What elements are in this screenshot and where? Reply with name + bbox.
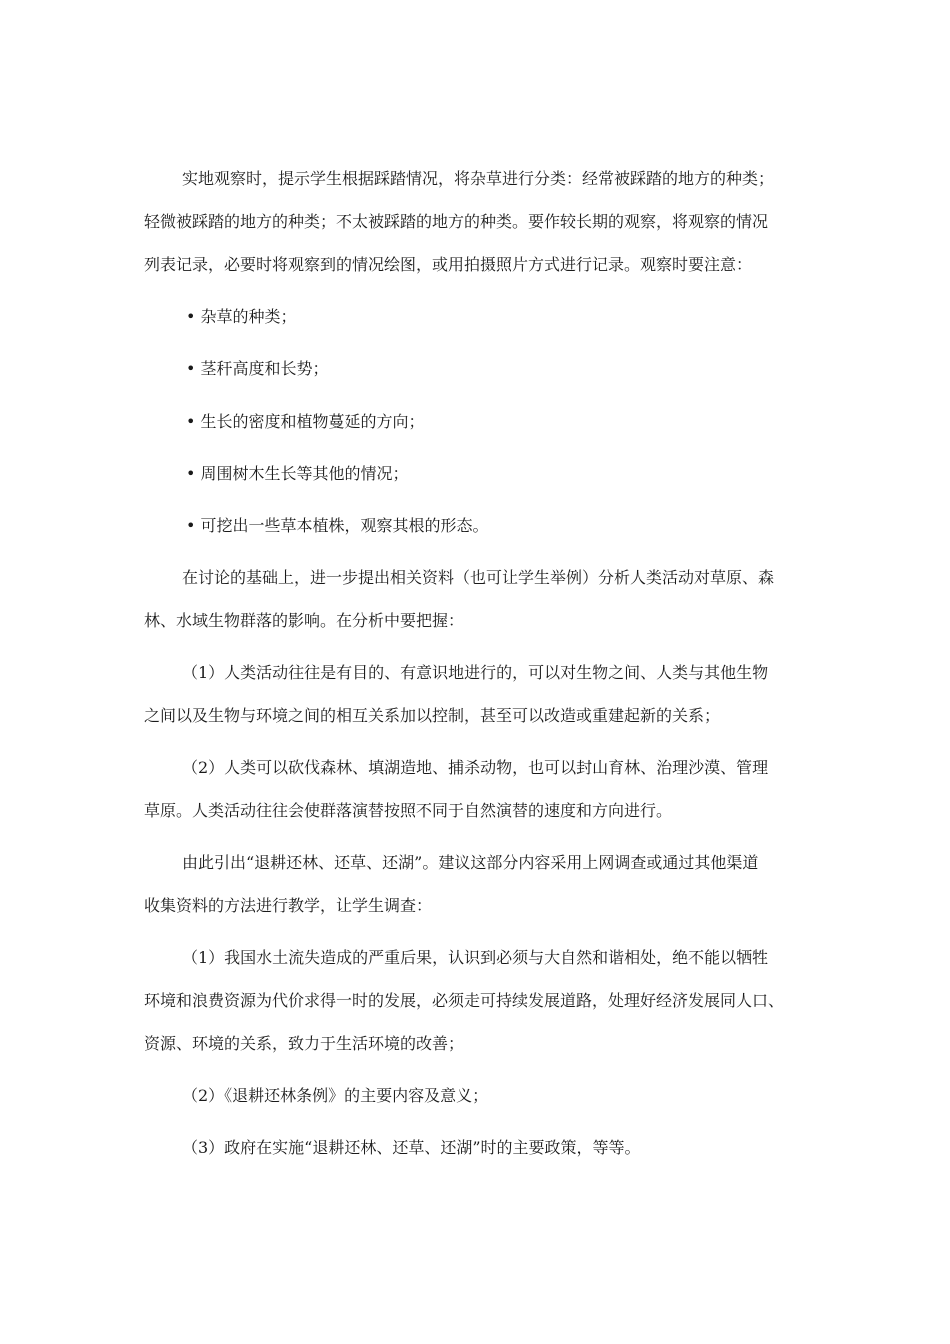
paragraph-line: （2）人类可以砍伐森林、填湖造地、捕杀动物，也可以封山育林、治理沙漠、管理	[182, 758, 769, 777]
paragraph-line: 列表记录，必要时将观察到的情况绘图，或用拍摄照片方式进行记录。观察时要注意：	[144, 255, 753, 274]
paragraph-line: 草原。人类活动往往会使群落演替按照不同于自然演替的速度和方向进行。	[144, 801, 673, 820]
paragraph-line: 轻微被踩踏的地方的种类；不太被踩踏的地方的种类。要作较长期的观察，将观察的情况	[144, 212, 769, 231]
survey-item-2: （2）《退耕还林条例》的主要内容及意义；	[182, 1086, 489, 1105]
list-item: • 茎秆高度和长势；	[186, 359, 329, 378]
paragraph-line: 收集资料的方法进行教学，让学生调查：	[144, 896, 433, 915]
paragraph-line: 林、水域生物群落的影响。在分析中要把握：	[144, 611, 465, 630]
list-item: • 杂草的种类；	[186, 307, 297, 326]
paragraph-line: （1）人类活动往往是有目的、有意识地进行的，可以对生物之间、人类与其他生物	[182, 663, 769, 682]
list-item: • 可挖出一些草本植株，观察其根的形态。	[186, 516, 489, 535]
paragraph-line: 资源、环境的关系，致力于生活环境的改善；	[144, 1034, 465, 1053]
paragraph-line: （1）我国水土流失造成的严重后果，认识到必须与大自然和谐相处，绝不能以牺牲	[182, 948, 769, 967]
list-item: • 周围树木生长等其他的情况；	[186, 464, 409, 483]
paragraph-line: 由此引出“退耕还林、还草、还湖”。建议这部分内容采用上网调查或通过其他渠道	[182, 853, 759, 872]
paragraph-line: 实地观察时，提示学生根据踩踏情况，将杂草进行分类：经常被踩踏的地方的种类；	[182, 169, 775, 188]
paragraph-line: 之间以及生物与环境之间的相互关系加以控制，甚至可以改造或重建起新的关系；	[144, 706, 721, 725]
paragraph-line: 环境和浪费资源为代价求得一时的发展，必须走可持续发展道路，处理好经济发展同人口、	[144, 991, 785, 1010]
survey-item-3: （3）政府在实施“退耕还林、还草、还湖”时的主要政策，等等。	[182, 1138, 641, 1157]
paragraph-line: 在讨论的基础上，进一步提出相关资料（也可让学生举例）分析人类活动对草原、森	[182, 568, 775, 587]
list-item: • 生长的密度和植物蔓延的方向；	[186, 412, 425, 431]
